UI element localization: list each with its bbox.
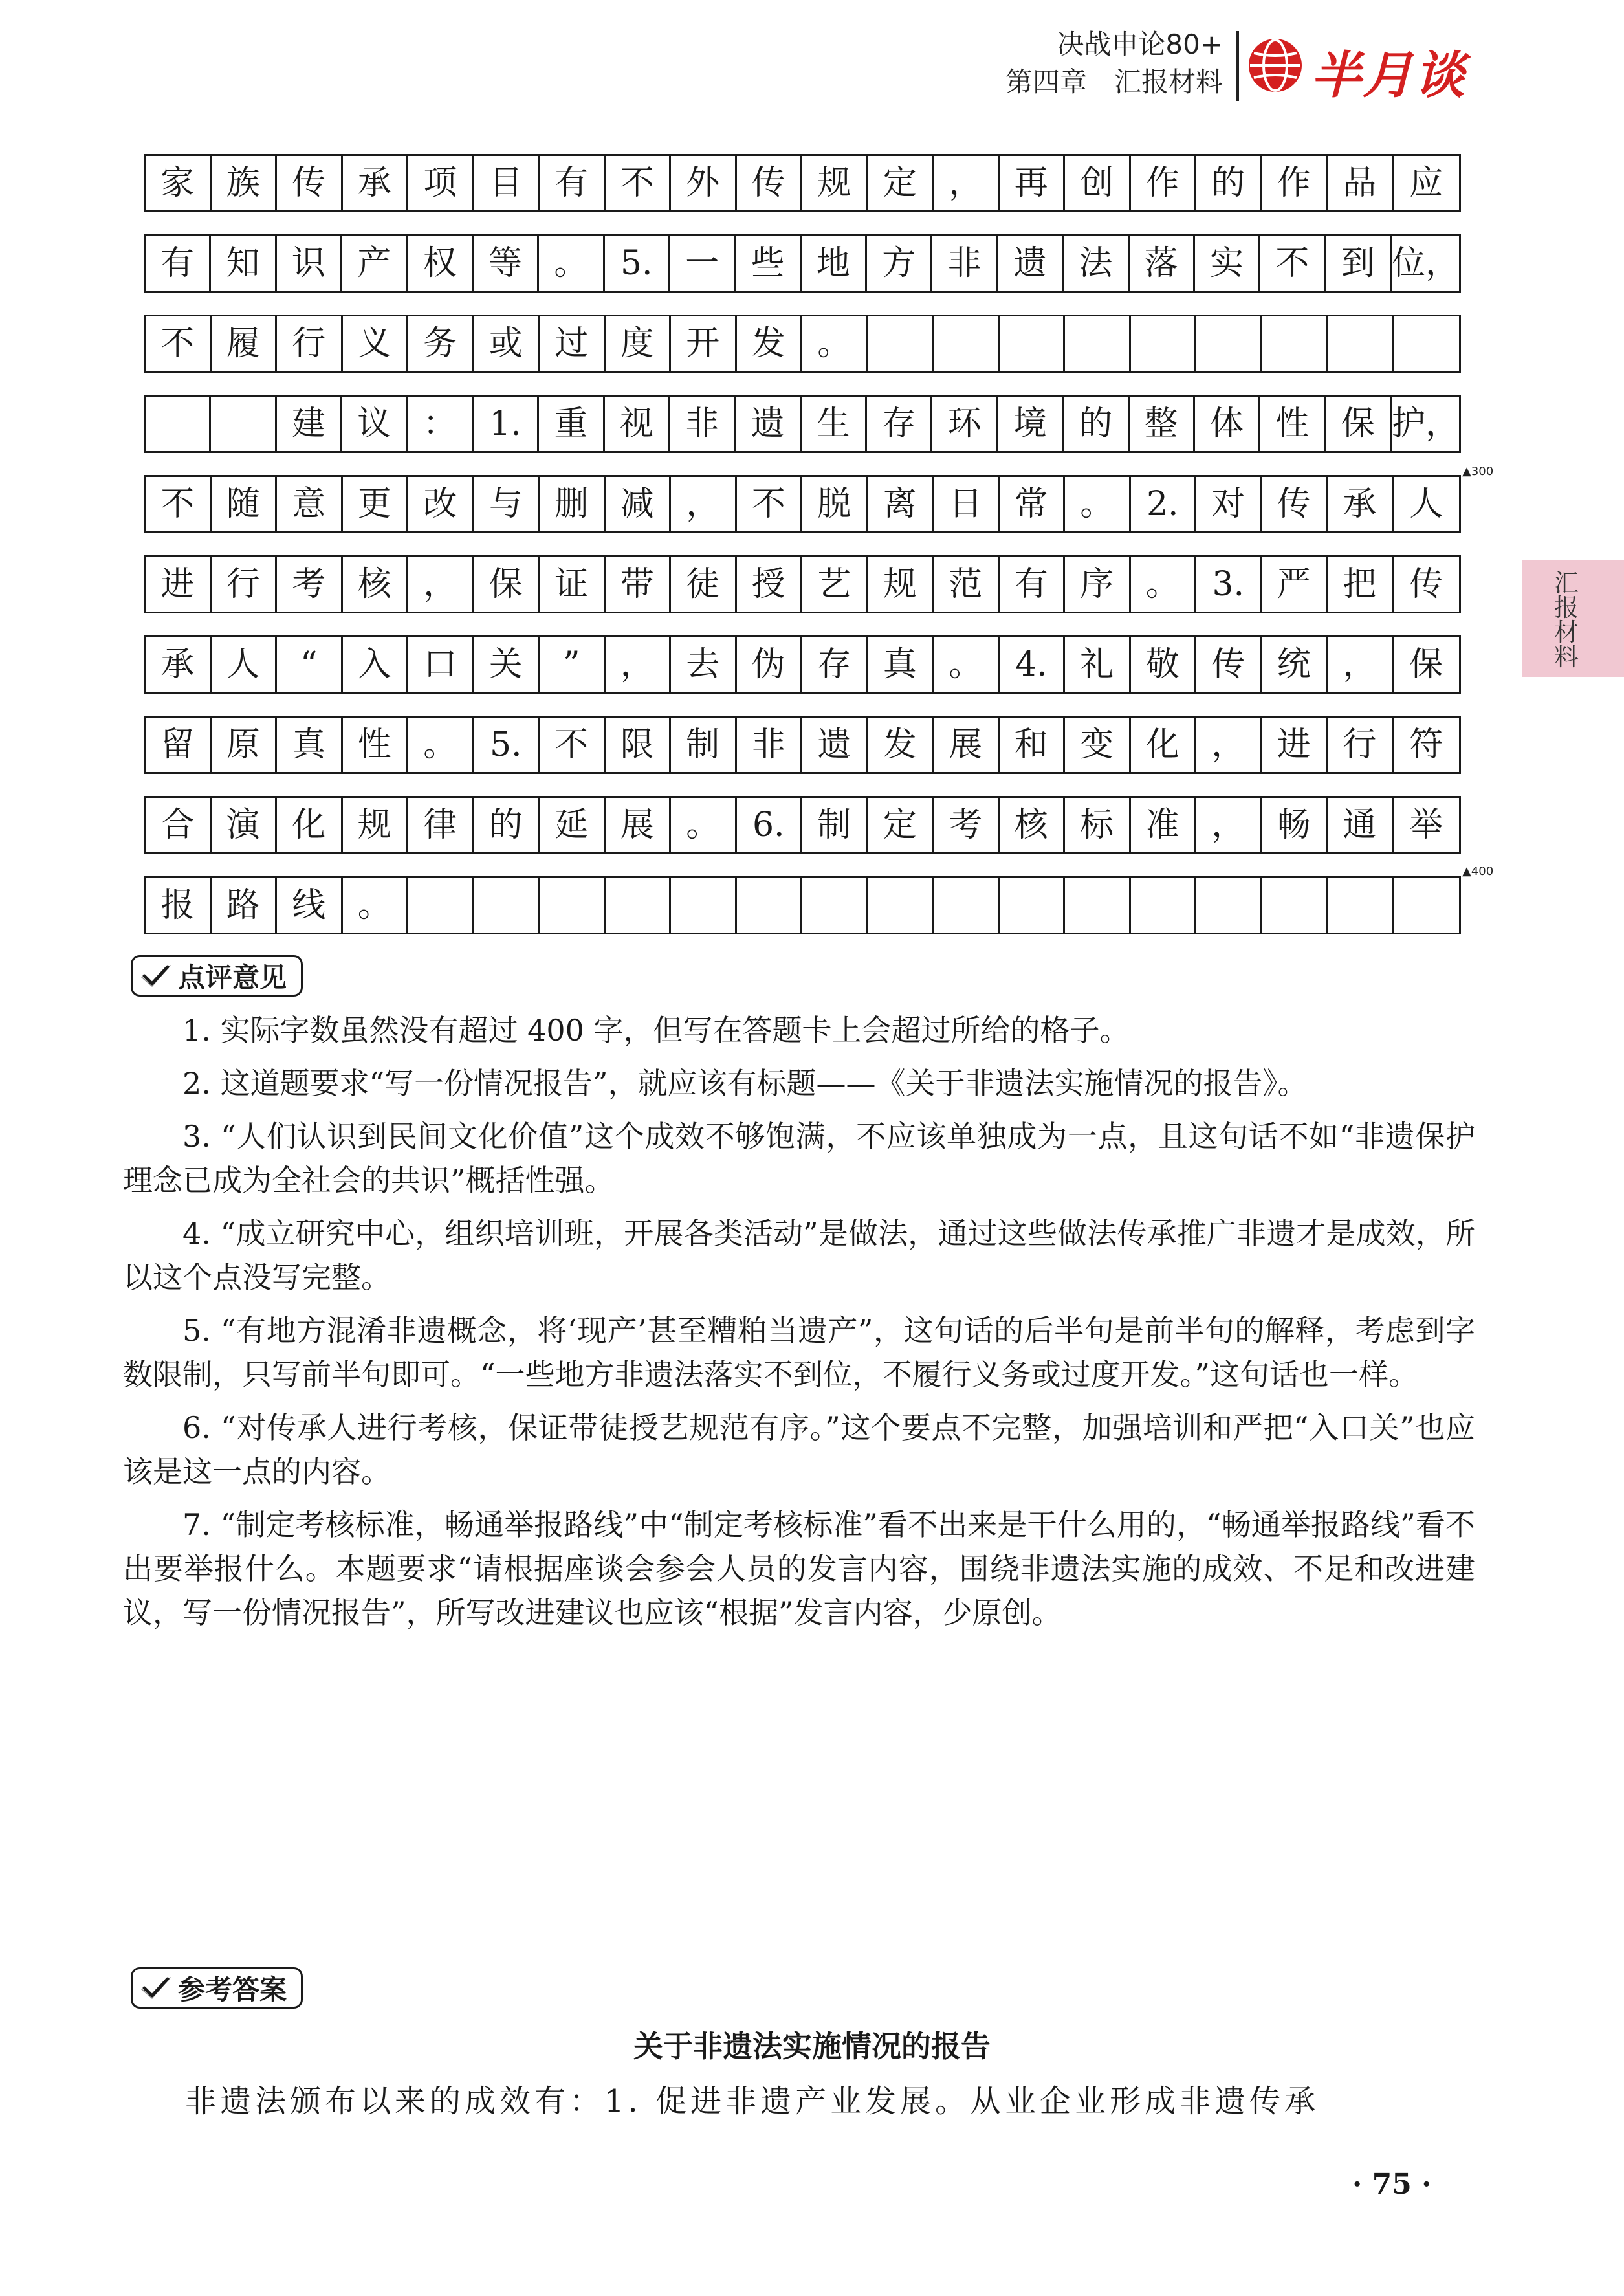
grid-row — [144, 395, 1461, 453]
grid-cell: 生 — [802, 397, 867, 451]
grid-cell: 承 — [343, 156, 409, 210]
grid-cell: 产 — [342, 236, 408, 291]
grid-cell: 不 — [737, 477, 803, 531]
grid-cell: 非 — [670, 397, 736, 451]
grid-cell: 真 — [868, 637, 934, 692]
grid-cell: 行 — [212, 557, 278, 612]
grid-cell: 对 — [1196, 477, 1262, 531]
grid-cell: 改 — [408, 477, 474, 531]
page-header — [971, 26, 1501, 110]
grid-cell — [408, 878, 474, 933]
grid-cell: 权 — [408, 236, 473, 291]
grid-cell: 口 — [408, 637, 474, 692]
grid-cell: 入 — [343, 637, 409, 692]
grid-cell: 举 — [1409, 806, 1443, 844]
grid-cell: 考 — [934, 798, 1000, 852]
grid-cell: 护， — [1391, 404, 1459, 443]
grid-cell: 带 — [606, 557, 672, 612]
review-item: 3. “人们认识到民间文化价值”这个成效不够饱满，不应该单独成为一点，且这句话不如“非遗保护理念已成为全社会的共识”概括性强。 — [123, 1119, 1475, 1198]
grid-cell: 真 — [277, 718, 343, 772]
grid-cell: 证 — [540, 557, 606, 612]
grid-cell — [474, 878, 540, 933]
grid-cell — [1262, 316, 1328, 371]
grid-cell — [671, 878, 737, 933]
grid-cell: 法 — [1064, 236, 1129, 291]
grid-cell: 意 — [277, 477, 343, 531]
brand-name: 半月谈 — [1311, 47, 1467, 105]
grid-cell: 范 — [934, 557, 1000, 612]
grid-cell: 视 — [605, 397, 670, 451]
grid-cell: ， — [1196, 718, 1262, 772]
grid-cell: 更 — [343, 477, 409, 531]
grid-row — [144, 716, 1461, 774]
review-item: 1. 实际字数虽然没有超过 400 字，但写在答题卡上会超过所给的格子。 — [182, 1013, 1130, 1048]
grid-cell: 性 — [343, 718, 409, 772]
grid-cell: 礼 — [1065, 637, 1131, 692]
grid-cell: 。 — [343, 878, 409, 933]
grid-cell: 有 — [540, 156, 606, 210]
grid-cell: 核 — [1000, 798, 1066, 852]
grid-cell: 承 — [146, 637, 212, 692]
grid-cell: 作 — [1131, 156, 1197, 210]
grid-cell: ， — [671, 477, 737, 531]
grid-cell: 体 — [1195, 397, 1260, 451]
grid-cell: 徒 — [671, 557, 737, 612]
grid-cell: 通 — [1328, 798, 1394, 852]
grid-cell — [868, 878, 934, 933]
grid-cell: 。 — [539, 236, 604, 291]
grid-cell: 把 — [1328, 557, 1394, 612]
grid-cell: 传 — [1262, 477, 1328, 531]
grid-cell: 离 — [868, 477, 934, 531]
grid-cell: 6. — [737, 798, 803, 852]
book-title: 决战申论80+ — [1057, 28, 1223, 60]
grid-row — [144, 315, 1461, 373]
grid-cell: 1. — [474, 397, 539, 451]
grid-cell — [1065, 878, 1131, 933]
grid-cell: 不 — [146, 316, 212, 371]
grid-cell: 或 — [474, 316, 540, 371]
page-number: · 75 · — [1352, 2168, 1432, 2201]
grid-cell: 畅 — [1262, 798, 1328, 852]
grid-cell: 3. — [1196, 557, 1262, 612]
grid-cell: 传 — [737, 156, 803, 210]
grid-cell: 有 — [146, 236, 211, 291]
grid-cell: 位， — [1391, 244, 1459, 283]
grid-cell: 创 — [1065, 156, 1131, 210]
grid-cell: 律 — [408, 798, 474, 852]
grid-cell: 存 — [802, 637, 868, 692]
side-tab-label: 汇报材料 — [1554, 569, 1579, 671]
review-list — [123, 1008, 1475, 1644]
reference-badge — [131, 1967, 303, 2009]
grid-cell: 定 — [868, 798, 934, 852]
grid-cell: ， — [934, 156, 1000, 210]
grid-cell: 标 — [1065, 798, 1131, 852]
grid-cell: 的 — [1064, 397, 1129, 451]
grid-cell: 严 — [1262, 557, 1328, 612]
reference-label: 参考答案 — [178, 1974, 287, 2005]
grid-cell: ， — [408, 557, 474, 612]
grid-cell: 议 — [342, 397, 408, 451]
grid-row — [144, 796, 1461, 854]
grid-cell: 展 — [934, 718, 1000, 772]
grid-cell: 关 — [474, 637, 540, 692]
brand-logo — [1249, 39, 1501, 105]
grid-cell: 和 — [1000, 718, 1066, 772]
grid-cell: ： — [408, 397, 473, 451]
grid-cell: 序 — [1065, 557, 1131, 612]
grid-cell: 删 — [540, 477, 606, 531]
grid-cell: 随 — [212, 477, 278, 531]
grid-cell: 家 — [146, 156, 212, 210]
grid-cell: 再 — [1000, 156, 1066, 210]
grid-cell: 保 — [1409, 645, 1443, 684]
grid-cell: 符 — [1409, 725, 1443, 764]
grid-cell: 度 — [606, 316, 672, 371]
grid-cell: 族 — [212, 156, 278, 210]
grid-cell: 重 — [539, 397, 604, 451]
grid-cell — [1262, 878, 1328, 933]
grid-cell — [146, 397, 211, 451]
grid-cell: 作 — [1262, 156, 1328, 210]
grid-cell: 保 — [1326, 397, 1392, 451]
grid-cell: 非 — [932, 236, 998, 291]
grid-cell: 传 — [277, 156, 343, 210]
grid-cell: 日 — [934, 477, 1000, 531]
grid-cell: ， — [1196, 798, 1262, 852]
review-item: 5. “有地方混淆非遗概念，将‘现产’甚至糟粕当遗产”，这句话的后半句是前半句的解释，考虑到字数限制，只写前半句即可。“一些地方非遗法落实不到位，不履行义务或过度开发。”这句话也一样。 — [123, 1313, 1475, 1392]
grid-cell: 到 — [1326, 236, 1392, 291]
grid-cell: 不 — [540, 718, 606, 772]
word-count-marker: ▲300 — [1462, 465, 1494, 478]
grid-cell: 去 — [671, 637, 737, 692]
grid-cell: 落 — [1130, 236, 1195, 291]
grid-row — [144, 876, 1461, 934]
grid-row — [144, 555, 1461, 613]
grid-cell: 统 — [1262, 637, 1328, 692]
grid-cell: 制 — [802, 798, 868, 852]
grid-cell — [1196, 316, 1262, 371]
grid-cell: 常 — [1000, 477, 1066, 531]
grid-cell: 人 — [1409, 485, 1443, 524]
grid-cell: 目 — [474, 156, 540, 210]
grid-cell: ， — [1328, 637, 1394, 692]
grid-cell: 线 — [277, 878, 343, 933]
grid-cell: 发 — [868, 718, 934, 772]
grid-cell: 化 — [1131, 718, 1197, 772]
chapter-side-tab — [1522, 560, 1624, 677]
grid-cell: 留 — [146, 718, 212, 772]
grid-cell: 承 — [1328, 477, 1394, 531]
grid-cell: 一 — [670, 236, 736, 291]
grid-cell: 的 — [1196, 156, 1262, 210]
grid-cell: 遗 — [998, 236, 1064, 291]
grid-cell — [1131, 316, 1197, 371]
grid-cell: 敬 — [1131, 637, 1197, 692]
grid-row — [144, 234, 1461, 293]
grid-cell: 传 — [1196, 637, 1262, 692]
reference-first-line: 非遗法颁布以来的成效有：1. 促进非遗产业发展。从业企业形成非遗传承 — [185, 2083, 1320, 2119]
grid-cell: 环 — [932, 397, 998, 451]
grid-cell — [1394, 878, 1460, 933]
grid-cell — [868, 316, 934, 371]
grid-cell: 存 — [867, 397, 932, 451]
grid-cell: 。 — [671, 798, 737, 852]
grid-cell: 行 — [1328, 718, 1394, 772]
grid-row — [144, 475, 1461, 533]
grid-cell: 核 — [343, 557, 409, 612]
grid-cell: 变 — [1065, 718, 1131, 772]
grid-cell: 授 — [737, 557, 803, 612]
grid-cell: 。 — [408, 718, 474, 772]
grid-cell: 2. — [1131, 477, 1197, 531]
grid-cell: 考 — [277, 557, 343, 612]
grid-cell: 。 — [802, 316, 868, 371]
grid-cell: 限 — [606, 718, 672, 772]
grid-cell: 外 — [671, 156, 737, 210]
grid-cell: 些 — [736, 236, 801, 291]
chapter-title: 第四章 汇报材料 — [1005, 66, 1223, 98]
grid-cell: 品 — [1328, 156, 1394, 210]
grid-cell: 义 — [343, 316, 409, 371]
grid-cell — [1000, 316, 1066, 371]
grid-cell: 演 — [212, 798, 278, 852]
grid-row — [144, 154, 1461, 212]
grid-cell: 原 — [212, 718, 278, 772]
grid-cell — [1394, 316, 1460, 371]
grid-cell: 务 — [408, 316, 474, 371]
review-item: 4. “成立研究中心，组织培训班，开展各类活动”是做法，通过这些做法传承推广非遗才是成效，所以这个点没写完整。 — [123, 1216, 1475, 1295]
reference-title: 关于非遗法实施情况的报告 — [633, 2029, 991, 2064]
grid-cell: 实 — [1195, 236, 1260, 291]
grid-cell: 发 — [737, 316, 803, 371]
grid-cell: 规 — [868, 557, 934, 612]
grid-cell: 报 — [146, 878, 212, 933]
grid-cell: 脱 — [802, 477, 868, 531]
grid-cell: 与 — [474, 477, 540, 531]
grid-cell — [1328, 878, 1394, 933]
grid-cell: 规 — [343, 798, 409, 852]
grid-cell: 保 — [474, 557, 540, 612]
grid-cell: 人 — [212, 637, 278, 692]
grid-cell: “ — [277, 637, 343, 692]
grid-cell: 整 — [1130, 397, 1195, 451]
review-label: 点评意见 — [178, 962, 287, 993]
grid-cell: 合 — [146, 798, 212, 852]
grid-cell: 。 — [1065, 477, 1131, 531]
grid-cell: 4. — [1000, 637, 1066, 692]
check-icon — [140, 1975, 171, 2001]
grid-cell: 进 — [1262, 718, 1328, 772]
grid-row — [144, 635, 1461, 694]
grid-cell: 传 — [1409, 565, 1443, 604]
review-item: 2. 这道题要求“写一份情况报告”，就应该有标题——《关于非遗法实施情况的报告》。 — [182, 1066, 1308, 1101]
word-count-marker: ▲400 — [1462, 865, 1494, 878]
review-item: 6. “对传承人进行考核，保证带徒授艺规范有序。”这个要点不完整，加强培训和严把“入口关”也应该是这一点的内容。 — [123, 1410, 1475, 1489]
grid-cell: 5. — [605, 236, 670, 291]
grid-cell: 非 — [737, 718, 803, 772]
grid-cell: 履 — [212, 316, 278, 371]
check-icon — [140, 963, 171, 989]
grid-cell — [1131, 878, 1197, 933]
grid-cell: 。 — [934, 637, 1000, 692]
grid-cell: 化 — [277, 798, 343, 852]
grid-cell: 艺 — [802, 557, 868, 612]
review-item: 7. “制定考核标准，畅通举报路线”中“制定考核标准”看不出来是干什么用的，“畅通举报路线”看不出要举报什么。本题要求“请根据座谈会参会人员的发言内容，围绕非遗法实施的成效、不足和改进建议，写一份情况报告”，所写改进建议也应该“根据”发言内容，少原创。 — [123, 1507, 1475, 1630]
grid-cell: 性 — [1260, 397, 1326, 451]
grid-cell — [934, 878, 1000, 933]
grid-cell: 建 — [277, 397, 342, 451]
grid-cell: 行 — [277, 316, 343, 371]
grid-cell: 5. — [474, 718, 540, 772]
grid-cell: 项 — [408, 156, 474, 210]
grid-cell: 定 — [868, 156, 934, 210]
grid-cell: 地 — [802, 236, 867, 291]
grid-cell: 路 — [212, 878, 278, 933]
grid-cell: 伪 — [737, 637, 803, 692]
grid-cell: 应 — [1409, 164, 1443, 203]
grid-cell — [1196, 878, 1262, 933]
grid-cell: 准 — [1131, 798, 1197, 852]
grid-cell — [1065, 316, 1131, 371]
grid-cell: 减 — [606, 477, 672, 531]
grid-cell — [802, 878, 868, 933]
grid-cell: 境 — [998, 397, 1064, 451]
grid-cell — [540, 878, 606, 933]
grid-cell: 有 — [1000, 557, 1066, 612]
header-divider — [1236, 31, 1239, 101]
grid-cell: 不 — [1260, 236, 1326, 291]
grid-cell: 不 — [146, 477, 212, 531]
grid-cell — [737, 878, 803, 933]
grid-cell: 过 — [540, 316, 606, 371]
grid-cell: ， — [606, 637, 672, 692]
grid-cell — [934, 316, 1000, 371]
header-text — [1005, 26, 1223, 101]
globe-icon — [1249, 39, 1302, 92]
grid-cell: 规 — [802, 156, 868, 210]
grid-cell: 的 — [474, 798, 540, 852]
grid-cell — [211, 397, 276, 451]
grid-cell: 进 — [146, 557, 212, 612]
grid-cell — [606, 878, 672, 933]
review-badge — [131, 955, 303, 997]
grid-cell: 知 — [211, 236, 276, 291]
grid-cell — [1000, 878, 1066, 933]
grid-cell: 展 — [606, 798, 672, 852]
grid-cell: 制 — [671, 718, 737, 772]
grid-cell — [1328, 316, 1394, 371]
grid-cell: ” — [540, 637, 606, 692]
grid-cell: 方 — [867, 236, 932, 291]
grid-cell: 遗 — [802, 718, 868, 772]
grid-cell: 开 — [671, 316, 737, 371]
grid-cell: 延 — [540, 798, 606, 852]
grid-cell: 遗 — [736, 397, 801, 451]
grid-cell: 识 — [277, 236, 342, 291]
grid-cell: 等 — [474, 236, 539, 291]
grid-cell: 。 — [1131, 557, 1197, 612]
grid-cell: 不 — [606, 156, 672, 210]
